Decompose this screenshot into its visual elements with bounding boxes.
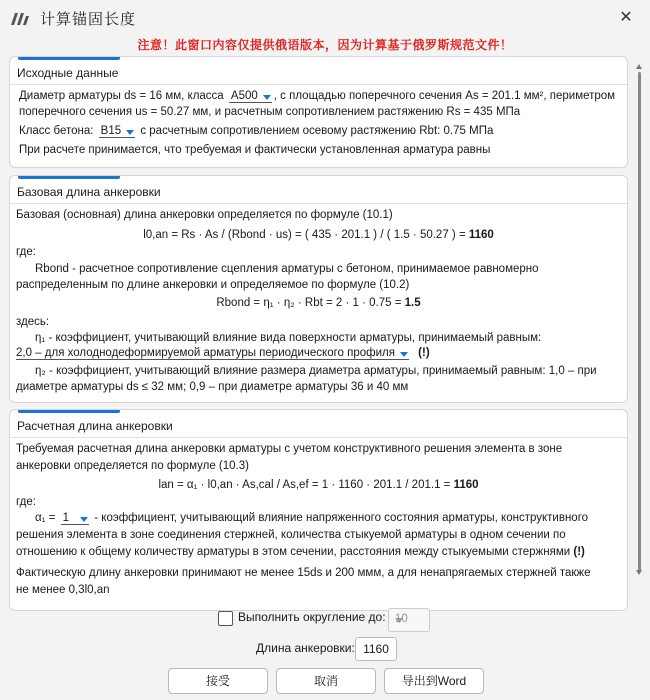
rbond-desc-1: Rbond - расчетное сопротивление сцепления арматуры с бетоном, принимаемое равномерно	[35, 263, 539, 275]
panel-divider	[10, 84, 627, 85]
concrete-desc: с расчетным сопротивлением осевому растяжению Rbt: 0.75 МПа	[140, 125, 494, 137]
alpha-desc-1: - коэффициент, учитывающий влияние напряженного состояния арматуры, конструктивного	[94, 512, 589, 524]
panel-header: Расчетная длина анкеровки	[17, 419, 173, 433]
rebar-line-2: поперечного сечения us = 50.27 мм, и расчетным сопротивлением растяжению Rs = 435 МПа	[19, 106, 521, 118]
base-intro: Базовая (основная) длина анкеровки определяется по формуле (10.1)	[16, 209, 393, 221]
rbond-formula	[10, 297, 627, 309]
panel-accent	[18, 176, 120, 179]
concrete-label: Класс бетона:	[19, 125, 94, 137]
panel-divider	[10, 203, 627, 204]
rounding-label: Выполнить округление до:	[238, 610, 386, 624]
export-word-button[interactable]: 导出到Word	[384, 668, 484, 694]
here-label: здесь:	[16, 316, 50, 328]
base-formula	[10, 229, 627, 241]
notice-text: 注意！此窗口内容仅提供俄语版本，因为计算基于俄罗斯规范文件！	[137, 38, 513, 52]
base-formula-result: 1160	[468, 229, 494, 241]
input-data-panel	[9, 56, 628, 168]
chevron-down-icon	[263, 95, 271, 100]
anchorage-length-label: Длина анкеровки:	[256, 641, 355, 655]
chevron-down-icon	[395, 618, 403, 623]
rbond-formula-result: 1.5	[404, 297, 421, 309]
chevron-down-icon	[400, 352, 408, 357]
warning-mark[interactable]: (!)	[573, 546, 585, 558]
min-desc-1: Фактическую длину анкеровки принимают не менее 15ds и 200 ммм, а для ненапрягаемых стержней также	[16, 567, 591, 579]
where-label: где:	[16, 246, 36, 258]
alpha-desc-3-line	[16, 546, 585, 558]
rebar-class-select[interactable]	[229, 90, 272, 103]
rebar-class-value: A500	[230, 90, 258, 102]
concrete-class-value: B15	[100, 125, 122, 137]
alpha-line	[35, 512, 588, 525]
base-length-panel	[9, 175, 628, 403]
eta1-select[interactable]	[16, 347, 409, 360]
design-formula	[10, 479, 627, 491]
panel-accent	[18, 57, 120, 60]
alpha-label: α₁ =	[35, 512, 56, 524]
design-formula-text: lan = α₁ · l0,an · As,cal / As,ef = 1 · 1160 · 201.1 / 201.1 =	[158, 479, 454, 491]
eta1-value: 2,0 – для холоднодеформируемой арматуры периодического профиля	[16, 347, 395, 359]
concrete-line	[19, 125, 493, 138]
close-icon: ✕	[619, 9, 633, 26]
scroll-down-icon[interactable]	[636, 570, 642, 575]
alpha-value: 1	[62, 512, 70, 524]
rebar-text-b: , с площадью поперечного сечения As = 201.1 мм², периметром	[273, 90, 616, 102]
design-intro-1: Требуемая расчетная длина анкеровки арматуры с учетом конструктивного решения элемента в зоне	[16, 443, 563, 455]
concrete-class-select[interactable]	[99, 125, 135, 138]
eta1-line	[16, 347, 430, 360]
rbond-desc-2: распределенным по длине анкеровки и определяемое по формуле (10.2)	[16, 279, 410, 291]
panel-accent	[18, 410, 120, 413]
panel-divider	[10, 437, 627, 438]
rebar-text-a: Диаметр арматуры ds = 16 мм, класса	[19, 90, 224, 102]
scroll-up-icon[interactable]	[636, 64, 642, 69]
eta1-desc: η₁ - коэффициент, учитывающий влияние вида поверхности арматуры, принимаемый равным:	[35, 332, 542, 344]
rounding-checkbox[interactable]	[218, 611, 233, 626]
chevron-down-icon	[80, 517, 88, 522]
scroll-thumb[interactable]	[638, 72, 641, 572]
rebar-line	[19, 90, 615, 103]
rounding-select[interactable]	[388, 608, 430, 632]
title-bar	[0, 0, 650, 36]
close-button[interactable]	[616, 8, 636, 28]
design-formula-result: 1160	[453, 479, 479, 491]
chevron-down-icon	[126, 130, 134, 135]
vertical-scrollbar[interactable]	[636, 64, 643, 576]
alpha-select[interactable]	[61, 512, 89, 525]
where-label: где:	[16, 496, 36, 508]
cancel-button[interactable]: 取消	[276, 668, 376, 694]
min-desc-2: не менее 0,3l0,an	[16, 584, 110, 596]
accept-button[interactable]: 接受	[168, 668, 268, 694]
alpha-desc-3: отношению к общему количеству арматуры в этом сечении, расстояния между стыкуемыми стержнями	[16, 546, 571, 558]
app-logo-icon	[10, 10, 30, 26]
eta2-desc-1: η₂ - коэффициент, учитывающий влияние размера диаметра арматуры, принимаемый равным: 1,0 – при	[35, 365, 597, 377]
base-formula-text: l0,an = Rs · As / (Rbond · us) = ( 435 · 201.1 ) / ( 1.5 · 50.27 ) =	[143, 229, 469, 241]
eta2-desc-2: диаметре арматуры ds ≤ 32 мм; 0,9 – при диаметре арматуры 36 и 40 мм	[16, 381, 409, 393]
design-length-panel	[9, 409, 628, 611]
assumption-text: При расчете принимается, что требуемая и фактически установленная арматура равны	[19, 144, 491, 156]
panel-header: Исходные данные	[17, 66, 119, 80]
design-intro-2: анкеровки определяется по формуле (10.3)	[16, 460, 249, 472]
alpha-desc-2: решения элемента в зоне соединения стержней, количества стыкуемой арматуры в одном сечении по	[16, 529, 566, 541]
anchorage-length-field[interactable]: 1160	[355, 637, 397, 661]
warning-mark[interactable]: (!)	[418, 347, 430, 359]
rbond-formula-text: Rbond = η₁ · η₂ · Rbt = 2 · 1 · 0.75 =	[216, 297, 405, 309]
rounding-value: 10	[395, 613, 408, 625]
window-title: 计算锚固长度	[40, 11, 137, 28]
panel-header: Базовая длина анкеровки	[17, 185, 161, 199]
